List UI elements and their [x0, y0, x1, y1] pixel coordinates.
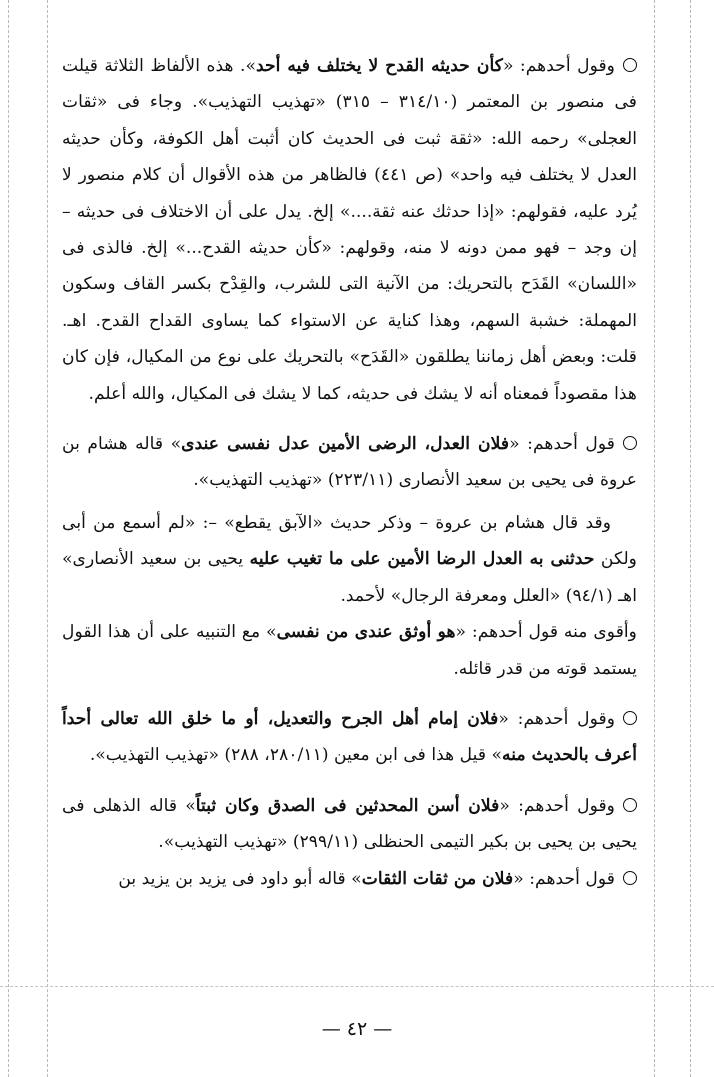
- bold-phrase: كأن حديثه القدح لا يختلف فيه أحد: [255, 56, 503, 76]
- text-run: وأقوى منه قول أحدهم: «: [455, 622, 637, 643]
- circle-bullet-icon: [623, 436, 637, 450]
- entry-paragraph: [62, 426, 637, 499]
- entry-paragraph: [62, 614, 637, 687]
- text-run: » قاله هشام بن عروة فى يحيى بن سعيد الأنصارى (٢٢٣/١١) «تهذيب التهذيب».: [62, 434, 637, 491]
- right-margin-guide: [690, 0, 691, 1077]
- right-inner-guide: [654, 0, 655, 1077]
- text-run: قول أحدهم: «: [509, 434, 615, 455]
- page-number: — ٤٢ —: [321, 1018, 393, 1040]
- entry-paragraph: [62, 48, 637, 412]
- bottom-margin-guide: [0, 986, 714, 987]
- circle-bullet-icon: [623, 711, 637, 725]
- bold-phrase: هو أوثق عندى من نفسى: [276, 622, 456, 643]
- text-run: وقول أحدهم: «: [499, 795, 615, 816]
- entry-paragraph: [62, 701, 637, 774]
- text-run: ». هذه الألفاظ الثلاثة قيلت فى منصور بن المعتمر (٣١٤/١٠ – ٣١٥) «تهذيب التهذيب». وجاء فى «ثقات العجلى» رحمه الله: «ثقة ثبت فى الحديث كان أثبت أهل الكوفة، وكأن حديثه العدل لا يختلف فيه واحد» (ص ٤٤١) فالظاهر من هذه الأقوال أن كلام منصور لا يُرد عليه، فقولهم: «إذا حدثك عنه ثقة....» إلخ. يدل على أن الاختلاف فى حديثه – إن وجد – فهو ممن دونه لا منه، وقولهم: «كأن حديثه القدح...» إلخ. فالذى فى «اللسان» القَدَح بالتحريك: من الآنية التى للشرب، والقِدْح بكسر القاف وسكون المهملة: خشبة السهم، وهذا كناية عن الاستواء كما يساوى القداح القدح. اهـ. قلت: وبعض أهل زماننا يطلقون «القَدَح» بالتحريك على نوع من المكيال، فإن كان هذا مقصوداً فمعناه أنه لا يشك فى حديثه، كما لا يشك فى المكيال، والله أعلم.: [62, 56, 638, 404]
- text-run: قول أحدهم: «: [513, 868, 615, 889]
- text-run: وقد قال هشام بن عروة – وذكر حديث «الآبق يقطع» –: «لم أسمع من أبى ولكن: [62, 512, 637, 570]
- bold-phrase: حدثنى به العدل الرضا الأمين على ما تغيب عليه: [249, 549, 595, 570]
- bold-phrase: فلان أسن المحدثين فى الصدق وكان ثبتاً: [195, 795, 500, 816]
- text-run: » قاله الذهلى فى يحيى بن يحيى بن بكير التيمى الحنظلى (٢٩٩/١١) «تهذيب التهذيب».: [62, 795, 637, 853]
- circle-bullet-icon: [623, 58, 637, 72]
- text-run: » مع التنبيه على أن هذا القول يستمد قوته من قدر قائله.: [62, 622, 637, 679]
- bold-phrase: فلان العدل، الرضى الأمين عدل نفسى عندى: [181, 434, 510, 455]
- text-run: وقول أحدهم: «: [502, 56, 615, 76]
- circle-bullet-icon: [623, 798, 637, 812]
- entry-paragraph: [62, 505, 637, 614]
- text-run: » قاله أبو داود فى يزيد بن يزيد بن: [118, 868, 362, 889]
- bold-phrase: فلان إمام أهل الجرح والتعديل، أو ما خلق الله تعالى أحداً أعرف بالحديث منه: [62, 708, 637, 766]
- left-margin-guide: [8, 0, 9, 1077]
- left-inner-guide: [47, 0, 48, 1077]
- text-run: » قيل هذا فى ابن معين (٢٨٠/١١، ٢٨٨) «تهذيب التهذيب».: [89, 745, 503, 766]
- bold-phrase: فلان من ثقات الثقات: [361, 868, 514, 889]
- circle-bullet-icon: [623, 871, 637, 885]
- entry-paragraph: [62, 788, 637, 861]
- entry-paragraph: [62, 861, 637, 897]
- text-run: يحيى بن سعيد الأنصارى» اهـ (٩٤/١) «العلل ومعرفة الرجال» لأحمد.: [62, 549, 637, 606]
- page-body: [62, 48, 637, 897]
- text-run: وقول أحدهم: «: [498, 708, 615, 729]
